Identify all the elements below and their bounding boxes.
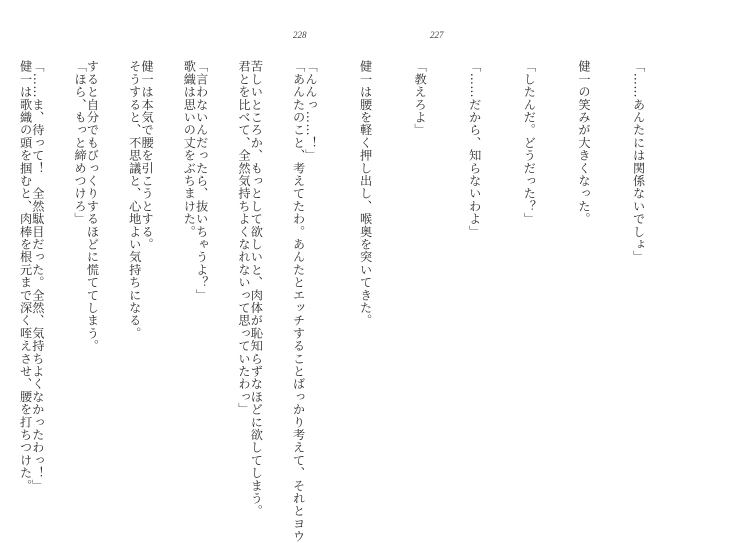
text-line: 苦しいところか、もっとして欲しいと、肉体が恥知らずなほどに欲してしまう。 (249, 60, 264, 518)
text-line: 「言わないんだったら、抜いちゃうよ？」 (194, 60, 209, 302)
text-line: 健一の笑みが大きくなった。 (576, 60, 591, 226)
text-line: 「……あんたには関係ないでしょ」 (631, 60, 646, 264)
text-line: 「ほら、もっと締めつけろ」 (73, 60, 88, 226)
text-line: 「教えろよ」 (413, 60, 428, 137)
text-line: 「んんっ……！」 (303, 60, 318, 162)
page-number-left: 228 (293, 30, 307, 40)
page-number-right: 227 (430, 30, 444, 40)
text-line: 健一は歌織の頭を掴むと、肉棒を根元まで深く咥えさせ、腰を打ちつけた。 (18, 60, 33, 492)
text-line: 「……ま、待って！ 全然駄目だった。全然、気持ちよくなかったわっ！」 (30, 60, 45, 492)
text-line: 君とを比べて、全然気持ちよくなれないって思っていたわっ」 (236, 60, 251, 416)
text-line: 健一は本気で腰を引こうとする。 (140, 60, 155, 251)
text-line: 歌織は思いの丈をぶちまけた。 (182, 60, 197, 238)
text-line: 「……だから、知らないわよ」 (467, 60, 482, 238)
text-line: 「あんたのこと、考えてたわ。あんたとエッチすることばっかり考えて、それとヨウ (291, 60, 306, 543)
text-line: 「したんだ。どうだった？」 (522, 60, 537, 226)
text-line: すると自分でもびっくりするほどに慌ててしまう。 (85, 60, 100, 353)
text-line: 健一は腰を軽く押し出し、喉奥を突いてきた。 (358, 60, 373, 327)
text-line: そうすると、不思議と、心地よい気持ちになる。 (127, 60, 142, 340)
